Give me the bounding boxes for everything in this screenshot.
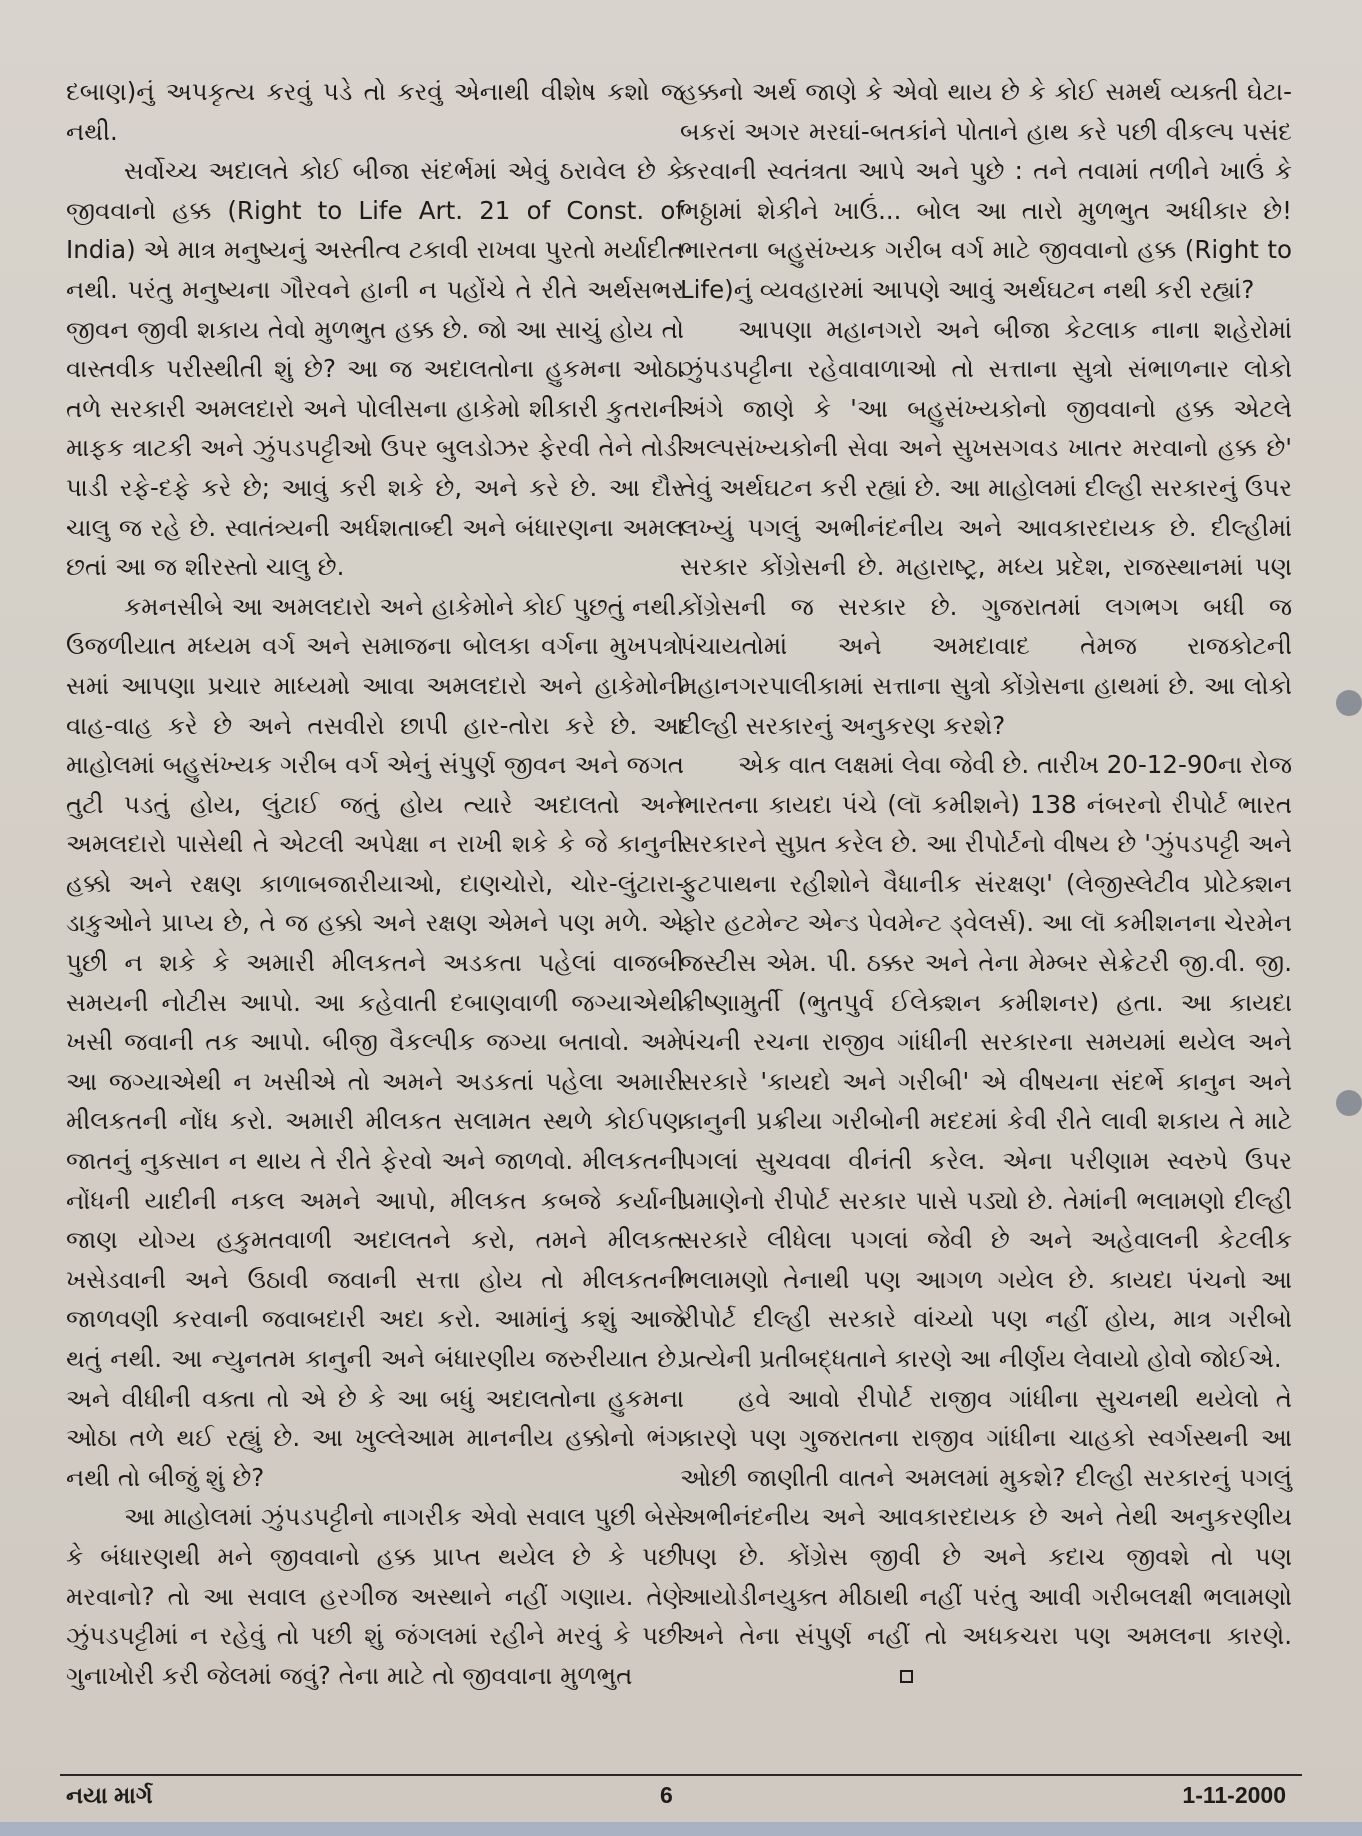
- page-footer: [66, 1782, 1296, 1818]
- paragraph-text: હવે આવો રીપોર્ટ રાજીવ ગાંધીના સુચનથી થયેલો તે કારણે પણ ગુજરાતના રાજીવ ગાંધીના ચાહકો સ્વર્ગસ્થની આ ઓછી જાણીતી વાતને અમલમાં મુકશે? દીલ્હી સરકારનું પગલું અભીનંદનીય અને આવકારદાયક છે અને તેથી અનુકરણીય પણ છે. કોંગ્રેસ જીવી છે અને કદાચ જીવશે તો પણ આયોડીનયુક્ત મીઠાથી નહીં પરંતુ આવી ગરીબલક્ષી ભલામણો અને તેના સંપુર્ણ નહીં તો અધકચરા પણ અમલના કારણે.: [680, 1383, 1292, 1651]
- paragraph: દબાણ)નું અપકૃત્ય કરવું પડે તો કરવું એનાથી વીશેષ કશો જ નથી.: [66, 77, 684, 146]
- end-mark-icon: [900, 1670, 913, 1683]
- paragraph: સર્વોચ્ચ અદાલતે કોઈ બીજા સંદર્ભમાં એવું ઠરાવેલ છે કે જીવવાનો હક્ક (Right to Life Art. 21 of Const. of India) એ માત્ર મનુષ્યનું અસ્તીત્વ ટકાવી રાખવા પુરતો મર્યાદીત નથી. પરંતુ મનુષ્યના ગૌરવને હાની ન પહોંચે તે રીતે અર્થસભર જીવન જીવી શકાય તેવો મુળભુત હક્ક છે. જો આ સાચું હોય તો વાસ્તવીક પરીસ્થીતી શું છે? આ જ અદાલતોના હુકમના ઓઠા તળે સરકારી અમલદારો અને પોલીસના હાકેમો શીકારી કુતરાની માફક ત્રાટકી અને ઝુંપડપટ્ટીઓ ઉપર બુલડોઝર ફેરવી તેને તોડી પાડી રફે-દફે કરે છે; આવું કરી શકે છે, અને કરે છે. આ દૌર ચાલુ જ રહે છે. સ્વાતંત્ર્યની અર્ધશતાબ્દી અને બંધારણના અમલ છતાં આ જ શીરસ્તો ચાલુ છે.: [66, 156, 684, 582]
- paragraph: હક્કનો અર્થ જાણે કે એવો થાય છે કે કોઈ સમર્થ વ્યક્તી ઘેટા-બકરાં અગર મરઘાં-બતકાંને પોતાને હાથ કરે પછી વીકલ્પ પસંદ કરવાની સ્વતંત્રતા આપે અને પુછે : તને તવામાં તળીને ખાઉં કે ભઠ્ઠામાં શેકીને ખાઉં... બોલ આ તારો મુળભુત અધીકાર છે! ભારતના બહુસંખ્યક ગરીબ વર્ગ માટે જીવવાનો હક્ક (Right to Life)નું વ્યવહારમાં આપણે આવું અર્થઘટન નથી કરી રહ્યાં?: [680, 77, 1292, 304]
- paragraph: આ માહોલમાં ઝુંપડપટ્ટીનો નાગરીક એવો સવાલ પુછી બેસે કે બંધારણથી મને જીવવાનો હક્ક પ્રાપ્ત થયેલ છે કે પછી મરવાનો? તો આ સવાલ હરગીજ અસ્થાને નહીં ગણાય. તેણે ઝુંપડપટ્ટીમાં ન રહેવું તો પછી શું જંગલમાં રહીને મરવું કે પછી ગુનાખોરી કરી જેલમાં જવું? તેના માટે તો જીવવાના મુળભુત: [66, 1502, 684, 1690]
- issue-date: 1-11-2000: [1182, 1782, 1286, 1808]
- binder-hole-bottom: [1336, 1090, 1362, 1116]
- footer-divider: [60, 1774, 1302, 1776]
- page-number: 6: [660, 1782, 673, 1808]
- right-column: [680, 72, 1292, 1695]
- binder-hole-top: [1336, 690, 1362, 716]
- paragraph: કમનસીબે આ અમલદારો અને હાકેમોને કોઈ પુછતું નથી. ઉજળીયાત મધ્યમ વર્ગ અને સમાજના બોલકા વર્ગના મુખપત્રો સમાં આપણા પ્રચાર માધ્યમો આવા અમલદારો અને હાકેમોની વાહ-વાહ કરે છે અને તસવીરો છાપી હાર-તોરા કરે છે. આ માહોલમાં બહુસંખ્યક ગરીબ વર્ગ એનું સંપુર્ણ જીવન અને જગત તુટી પડતું હોય, લુંટાઈ જતું હોય ત્યારે અદાલતો અને અમલદારો પાસેથી તે એટલી અપેક્ષા ન રાખી શકે કે જે કાનુની હક્કો અને રક્ષણ કાળાબજારીયાઓ, દાણચોરો, ચોર-લુંટારા-ડાકુઓને પ્રાપ્ય છે, તે જ હક્કો અને રક્ષણ એમને પણ મળે. એ પુછી ન શકે કે અમારી મીલકતને અડકતા પહેલાં વાજબી સમયની નોટીસ આપો. આ કહેવાતી દબાણવાળી જગ્યાએથી ખસી જવાની તક આપો. બીજી વૈકલ્પીક જગ્યા બતાવો. અમે આ જગ્યાએથી ન ખસીએ તો અમને અડકતાં પહેલા અમારી મીલકતની નોંધ કરો. અમારી મીલકત સલામત સ્થળે કોઈપણ જાતનું નુકસાન ન થાય તે રીતે ફેરવો અને જાળવો. મીલકતની નોંધની યાદીની નકલ અમને આપો, મીલકત કબજે કર્યાની જાણ યોગ્ય હકુમતવાળી અદાલતને કરો, તમને મીલકત ખસેડવાની અને ઉઠાવી જવાની સત્તા હોય તો મીલકતની જાળવણી કરવાની જવાબદારી અદા કરો. આમાંનું કશું આજે થતું નથી. આ ન્યુનતમ કાનુની અને બંધારણીય જરુરીયાત છે. અને વીધીની વક્તા તો એ છે કે આ બધું અદાલતોના હુકમના ઓઠા તળે થઈ રહ્યું છે. આ ખુલ્લેઆમ માનનીય હક્કોનો ભંગ નથી તો બીજું શું છે?: [66, 591, 684, 1492]
- left-column: [66, 72, 684, 1695]
- paragraph: એક વાત લક્ષમાં લેવા જેવી છે. તારીખ 20-12-90ના રોજ ભારતના કાયદા પંચે (લૉ કમીશને) 138 નંબરનો રીપોર્ટ ભારત સરકારને સુપ્રત કરેલ છે. આ રીપોર્ટનો વીષય છે 'ઝુંપડપટ્ટી અને ફુટપાથના રહીશોને વૈધાનીક સંરક્ષણ' (લેજીસ્લેટીવ પ્રોટેક્શન ફોર હટમેન્ટ એન્ડ પેવમેન્ટ ડ્વેલર્સ). આ લૉ કમીશનના ચેરમેન જસ્ટીસ એમ. પી. ઠક્કર અને તેના મેમ્બર સેક્રેટરી જી.વી. જી. ક્રીષ્ણામુર્તી (ભુતપુર્વ ઈલેક્શન કમીશનર) હતા. આ કાયદા પંચની રચના રાજીવ ગાંધીની સરકારના સમયમાં થયેલ અને સરકારે 'કાયદો અને ગરીબી' એ વીષયના સંદર્ભે કાનુન અને કાનુની પ્રક્રીયા ગરીબોની મદદમાં કેવી રીતે લાવી શકાય તે માટે પગલાં સુચવવા વીનંતી કરેલ. એના પરીણામ સ્વરુપે ઉપર પ્રમાણેનો રીપોર્ટ સરકાર પાસે પડ્યો છે. તેમાંની ભલામણો દીલ્હી સરકારે લીધેલા પગલાં જેવી છે અને અહેવાલની કેટલીક ભલામણો તેનાથી પણ આગળ ગયેલ છે. કાયદા પંચનો આ રીપોર્ટ દીલ્હી સરકારે વાંચ્યો પણ નહીં હોય, માત્ર ગરીબો પ્રત્યેની પ્રતીબદ્ધતાને કારણે આ નીર્ણય લેવાયો હોવો જોઈએ.: [680, 750, 1293, 1373]
- scan-background-strip: [0, 1822, 1362, 1836]
- paragraph-final: [680, 1379, 1292, 1696]
- paragraph: આપણા મહાનગરો અને બીજા કેટલાક નાના શહેરોમાં ઝુંપડપટ્ટીના રહેવાવાળાઓ તો સત્તાના સુત્રો સંભાળનાર લોકો અંગે જાણે કે 'આ બહુસંખ્યકોનો જીવવાનો હક્ક એટલે અલ્પસંખ્યકોની સેવા અને સુખસગવડ ખાતર મરવાનો હક્ક છે' તેવું અર્થઘટન કરી રહ્યાં છે. આ માહોલમાં દીલ્હી સરકારનું ઉપર લખ્યું પગલું અભીનંદનીય અને આવકારદાયક છે. દીલ્હીમાં સરકાર કોંગ્રેસની છે. મહારાષ્ટ્ર, મધ્ય પ્રદેશ, રાજસ્થાનમાં પણ કોંગ્રેસની જ સરકાર છે. ગુજરાતમાં લગભગ બધી જ પંચાયતોમાં અને અમદાવાદ તેમજ રાજકોટની મહાનગરપાલીકામાં સત્તાના સુત્રો કોંગ્રેસના હાથમાં છે. આ લોકો દીલ્હી સરકારનું અનુકરણ કરશે?: [680, 314, 1292, 740]
- magazine-name: નયા માર્ગ: [66, 1782, 153, 1808]
